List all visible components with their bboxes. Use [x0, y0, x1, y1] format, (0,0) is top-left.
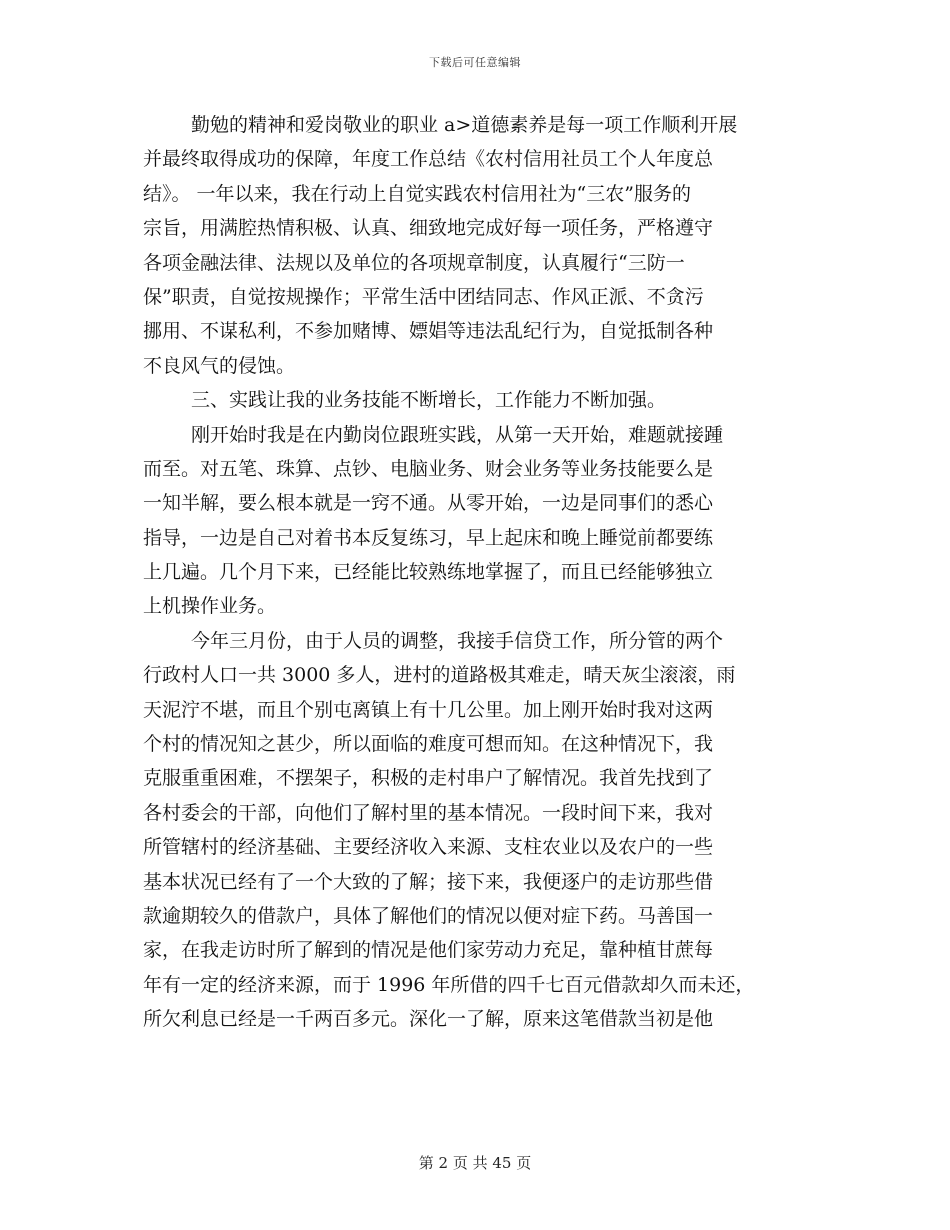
- paragraph-line: 年有一定的经济来源，而于 1996 年所借的四千七百元借款却久而未还，: [143, 973, 755, 996]
- paragraph-line: 刚开始时我是在内勤岗位跟班实践，从第一天开始，难题就接踵: [191, 423, 724, 446]
- paragraph-line: 上机操作业务。: [143, 595, 277, 618]
- paragraph-line: 宗旨，用满腔热情积极、认真、细致地完成好每一项任务，严格遵守: [143, 217, 714, 240]
- paragraph-line: 今年三月份，由于人员的调整，我接手信贷工作，所分管的两个: [191, 629, 724, 652]
- paragraph-line: 款逾期较久的借款户，具体了解他们的情况以便对症下药。马善国一: [143, 904, 714, 927]
- paragraph-line: 一知半解，要么根本就是一窍不通。从零开始，一边是同事们的悉心: [143, 492, 714, 515]
- paragraph-line: 行政村人口一共 3000 多人，进村的道路极其难走，晴天灰尘滚滚，雨: [143, 664, 736, 687]
- paragraph-line: 个村的情况知之甚少，所以面临的难度可想而知。在这种情况下，我: [143, 733, 714, 756]
- paragraph-line: 结》。 一年以来，我在行动上自觉实践农村信用社为“三农”服务的: [143, 182, 691, 205]
- paragraph-line: 不良风气的侵蚀。: [143, 354, 296, 377]
- paragraph-line: 天泥泞不堪，而且个别屯离镇上有十几公里。加上刚开始时我对这两: [143, 698, 714, 721]
- paragraph-line: 各村委会的干部，向他们了解村里的基本情况。一段时间下来，我对: [143, 801, 714, 824]
- paragraph-line: 指导，一边是自己对着书本反复练习，早上起床和晚上睡觉前都要练: [143, 526, 714, 549]
- paragraph-line: 所欠利息已经是一千两百多元。深化一了解，原来这笔借款当初是他: [143, 1008, 714, 1031]
- paragraph-line: 家，在我走访时所了解到的情况是他们家劳动力充足，靠种植甘蔗每: [143, 939, 714, 962]
- paragraph-line: 保”职责，自觉按规操作；平常生活中团结同志、作风正派、不贪污: [143, 285, 704, 308]
- document-body: [143, 108, 813, 1037]
- paragraph-line: 并最终取得成功的保障，年度工作总结《农村信用社员工个人年度总: [143, 148, 714, 171]
- page-number-footer: 第 2 页 共 45 页: [418, 1154, 532, 1172]
- paragraph-line: 所管辖村的经济基础、主要经济收入来源、支柱农业以及农户的一些: [143, 836, 714, 859]
- paragraph-line: 勤勉的精神和爱岗敬业的职业 a>道德素养是每一项工作顺利开展: [191, 114, 738, 136]
- paragraph-line: 挪用、不谋私利，不参加赌博、嫖娼等违法乱纪行为，自觉抵制各种: [143, 320, 714, 343]
- paragraph-line: 基本状况已经有了一个大致的了解；接下来，我便逐户的走访那些借: [143, 870, 714, 893]
- paragraph-line: 而至。对五笔、珠算、点钞、电脑业务、财会业务等业务技能要么是: [143, 457, 714, 480]
- paragraph-line: 上几遍。几个月下来，已经能比较熟练地掌握了，而且已经能够独立: [143, 561, 714, 584]
- paragraph-line: 各项金融法律、法规以及单位的各项规章制度，认真履行“三防一: [143, 251, 685, 274]
- page-header: 下载后可任意编辑: [429, 56, 521, 69]
- paragraph-line: 克服重重困难，不摆架子，积极的走村串户了解情况。我首先找到了: [143, 767, 714, 790]
- section-heading: 三、实践让我的业务技能不断增长，工作能力不断加强。: [191, 389, 667, 412]
